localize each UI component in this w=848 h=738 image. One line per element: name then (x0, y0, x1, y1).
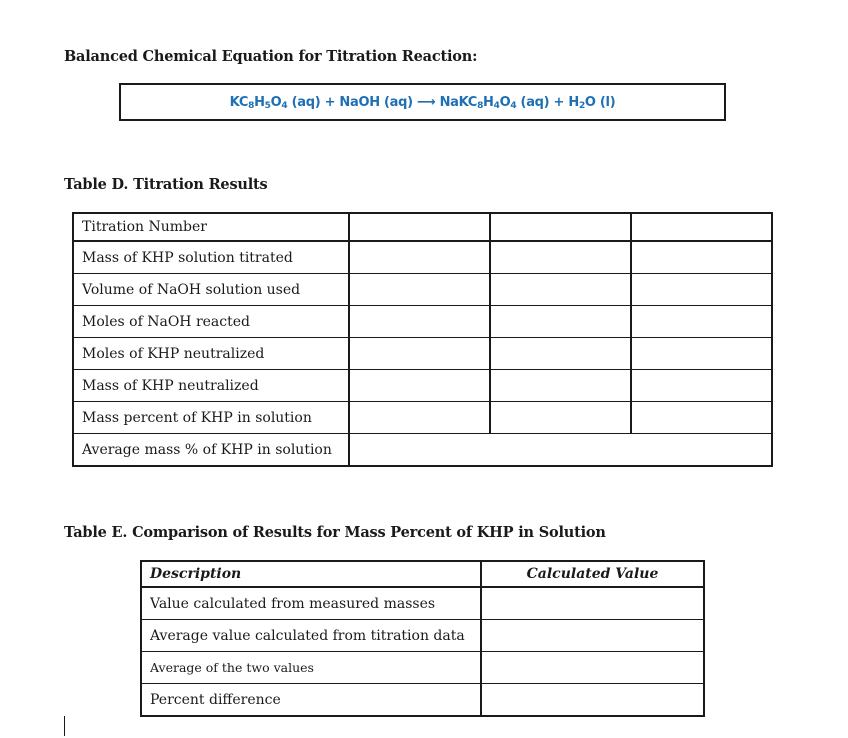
data-cell[interactable] (631, 213, 772, 241)
data-cell[interactable] (631, 241, 772, 274)
data-cell[interactable] (349, 274, 490, 306)
table-e-title: Table E. Comparison of Results for Mass Percent of KHP in Solution (64, 524, 606, 541)
row-label: Average mass % of KHP in solution (73, 434, 349, 467)
data-cell[interactable] (631, 370, 772, 402)
table-row (73, 370, 772, 402)
data-cell[interactable] (490, 402, 631, 434)
data-cell[interactable] (490, 274, 631, 306)
table-row (73, 213, 772, 241)
row-label: Titration Number (73, 213, 349, 241)
row-label: Average of the two values (141, 652, 481, 684)
data-cell[interactable] (490, 213, 631, 241)
data-cell[interactable] (349, 306, 490, 338)
table-row (73, 338, 772, 370)
data-cell[interactable] (349, 213, 490, 241)
data-cell[interactable] (631, 338, 772, 370)
table-d-title: Table D. Titration Results (64, 176, 268, 193)
data-cell[interactable] (349, 370, 490, 402)
data-cell[interactable] (631, 402, 772, 434)
table-row (141, 620, 704, 652)
text-cursor (64, 716, 65, 736)
row-label: Average value calculated from titration data (141, 620, 481, 652)
table-row (141, 652, 704, 684)
row-label: Volume of NaOH solution used (73, 274, 349, 306)
data-cell[interactable] (490, 306, 631, 338)
table-row (73, 274, 772, 306)
chemical-equation (119, 83, 726, 121)
table-row (73, 241, 772, 274)
data-cell[interactable] (490, 338, 631, 370)
data-cell[interactable] (490, 370, 631, 402)
table-row (73, 402, 772, 434)
table-row (141, 587, 704, 620)
row-label: Moles of KHP neutralized (73, 338, 349, 370)
data-cell[interactable] (490, 241, 631, 274)
row-label: Percent difference (141, 684, 481, 717)
header-description: Description (141, 561, 481, 587)
row-label: Mass of KHP neutralized (73, 370, 349, 402)
value-cell[interactable] (481, 620, 704, 652)
value-cell[interactable] (481, 684, 704, 717)
data-cell[interactable] (349, 338, 490, 370)
data-cell[interactable] (631, 274, 772, 306)
row-label: Mass of KHP solution titrated (73, 241, 349, 274)
table-header-row (141, 561, 704, 587)
header-calculated-value: Calculated Value (481, 561, 704, 587)
row-label: Value calculated from measured masses (141, 587, 481, 620)
table-row (73, 306, 772, 338)
table-row (73, 434, 772, 467)
row-label: Mass percent of KHP in solution (73, 402, 349, 434)
comparison-table (140, 560, 705, 717)
row-label: Moles of NaOH reacted (73, 306, 349, 338)
data-cell[interactable] (631, 306, 772, 338)
titration-results-table (72, 212, 773, 467)
reaction-arrow-icon: ⟶ (417, 94, 436, 110)
value-cell[interactable] (481, 587, 704, 620)
equation-text: $KC_8H_5O_4$ (aq) + NaOH (aq) ⟶ $NaKC_8H_4O_4$ $(aq) + H_2O$ (l) (229, 94, 616, 111)
average-cell[interactable] (349, 434, 772, 467)
data-cell[interactable] (349, 241, 490, 274)
table-row (141, 684, 704, 717)
data-cell[interactable] (349, 402, 490, 434)
equation-heading: Balanced Chemical Equation for Titration Reaction: (64, 48, 478, 65)
value-cell[interactable] (481, 652, 704, 684)
